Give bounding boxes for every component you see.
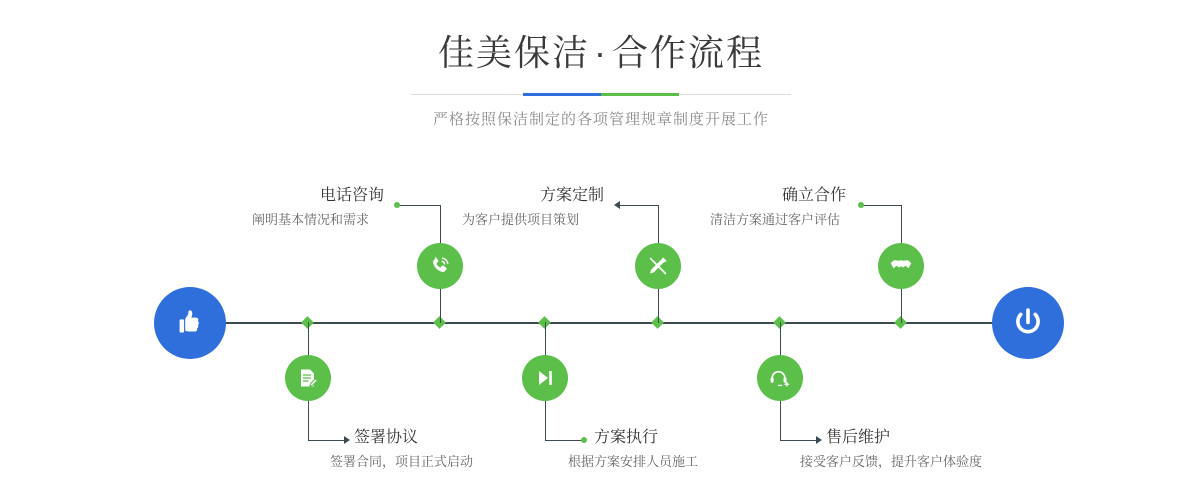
- step-connector-1-arm: [398, 205, 440, 206]
- page-title-main: 佳美保洁: [437, 32, 590, 73]
- step-icon-3[interactable]: [635, 243, 681, 289]
- step-icon-2[interactable]: [285, 355, 331, 401]
- step-title-3: 方案定制: [540, 187, 605, 204]
- step-connector-5-arm: [862, 205, 901, 206]
- step-title-6: 售后维护: [826, 429, 891, 446]
- step-connector-1-endpoint: [394, 202, 400, 208]
- step-label-3: [462, 186, 604, 230]
- step-title-4: 方案执行: [594, 429, 659, 446]
- timeline-end-node: [992, 287, 1064, 359]
- handshake-icon: [888, 253, 914, 279]
- step-desc-2: 签署合同，项目正式启动: [330, 454, 474, 469]
- step-title-5: 确立合作: [782, 187, 847, 204]
- step-label-2: [330, 428, 473, 472]
- divider-blue-segment: [523, 93, 601, 96]
- document-edit-icon: [296, 366, 320, 390]
- page-header: [0, 30, 1202, 129]
- page-title: [0, 30, 1202, 77]
- step-icon-4[interactable]: [522, 355, 568, 401]
- timeline-start-node: [154, 287, 226, 359]
- step-label-6: [800, 428, 982, 472]
- title-divider: [411, 93, 791, 96]
- headset-support-icon: [768, 366, 792, 390]
- step-title-1: 电话咨询: [320, 187, 385, 204]
- step-desc-3: 为客户提供项目策划: [462, 212, 580, 227]
- step-desc-5: 清洁方案通过客户评估: [710, 212, 841, 227]
- step-title-2: 签署协议: [354, 429, 419, 446]
- step-desc-6: 接受客户反馈，提升客户体验度: [800, 454, 983, 469]
- power-icon: [1010, 305, 1046, 341]
- step-connector-3-arm: [620, 205, 658, 206]
- step-icon-6[interactable]: [757, 355, 803, 401]
- thumbs-up-icon: [173, 306, 207, 340]
- step-connector-3-arrowhead: [614, 201, 620, 209]
- page-title-separator: ·: [594, 32, 608, 73]
- page-title-sub: 合作流程: [612, 32, 765, 73]
- divider-green-segment: [601, 93, 679, 96]
- phone-call-icon: [428, 254, 452, 278]
- step-connector-5-endpoint: [858, 202, 864, 208]
- pen-ruler-icon: [646, 254, 670, 278]
- step-desc-4: 根据方案安排人员施工: [568, 454, 699, 469]
- step-label-5: [710, 186, 846, 230]
- play-forward-icon: [533, 366, 557, 390]
- page-subtitle: 严格按照保洁制定的各项管理规章制度开展工作: [432, 110, 769, 128]
- step-icon-5[interactable]: [878, 243, 924, 289]
- step-label-1: [252, 186, 384, 230]
- step-label-4: [568, 428, 698, 472]
- step-icon-1[interactable]: [417, 243, 463, 289]
- step-desc-1: 阐明基本情况和需求: [252, 212, 370, 227]
